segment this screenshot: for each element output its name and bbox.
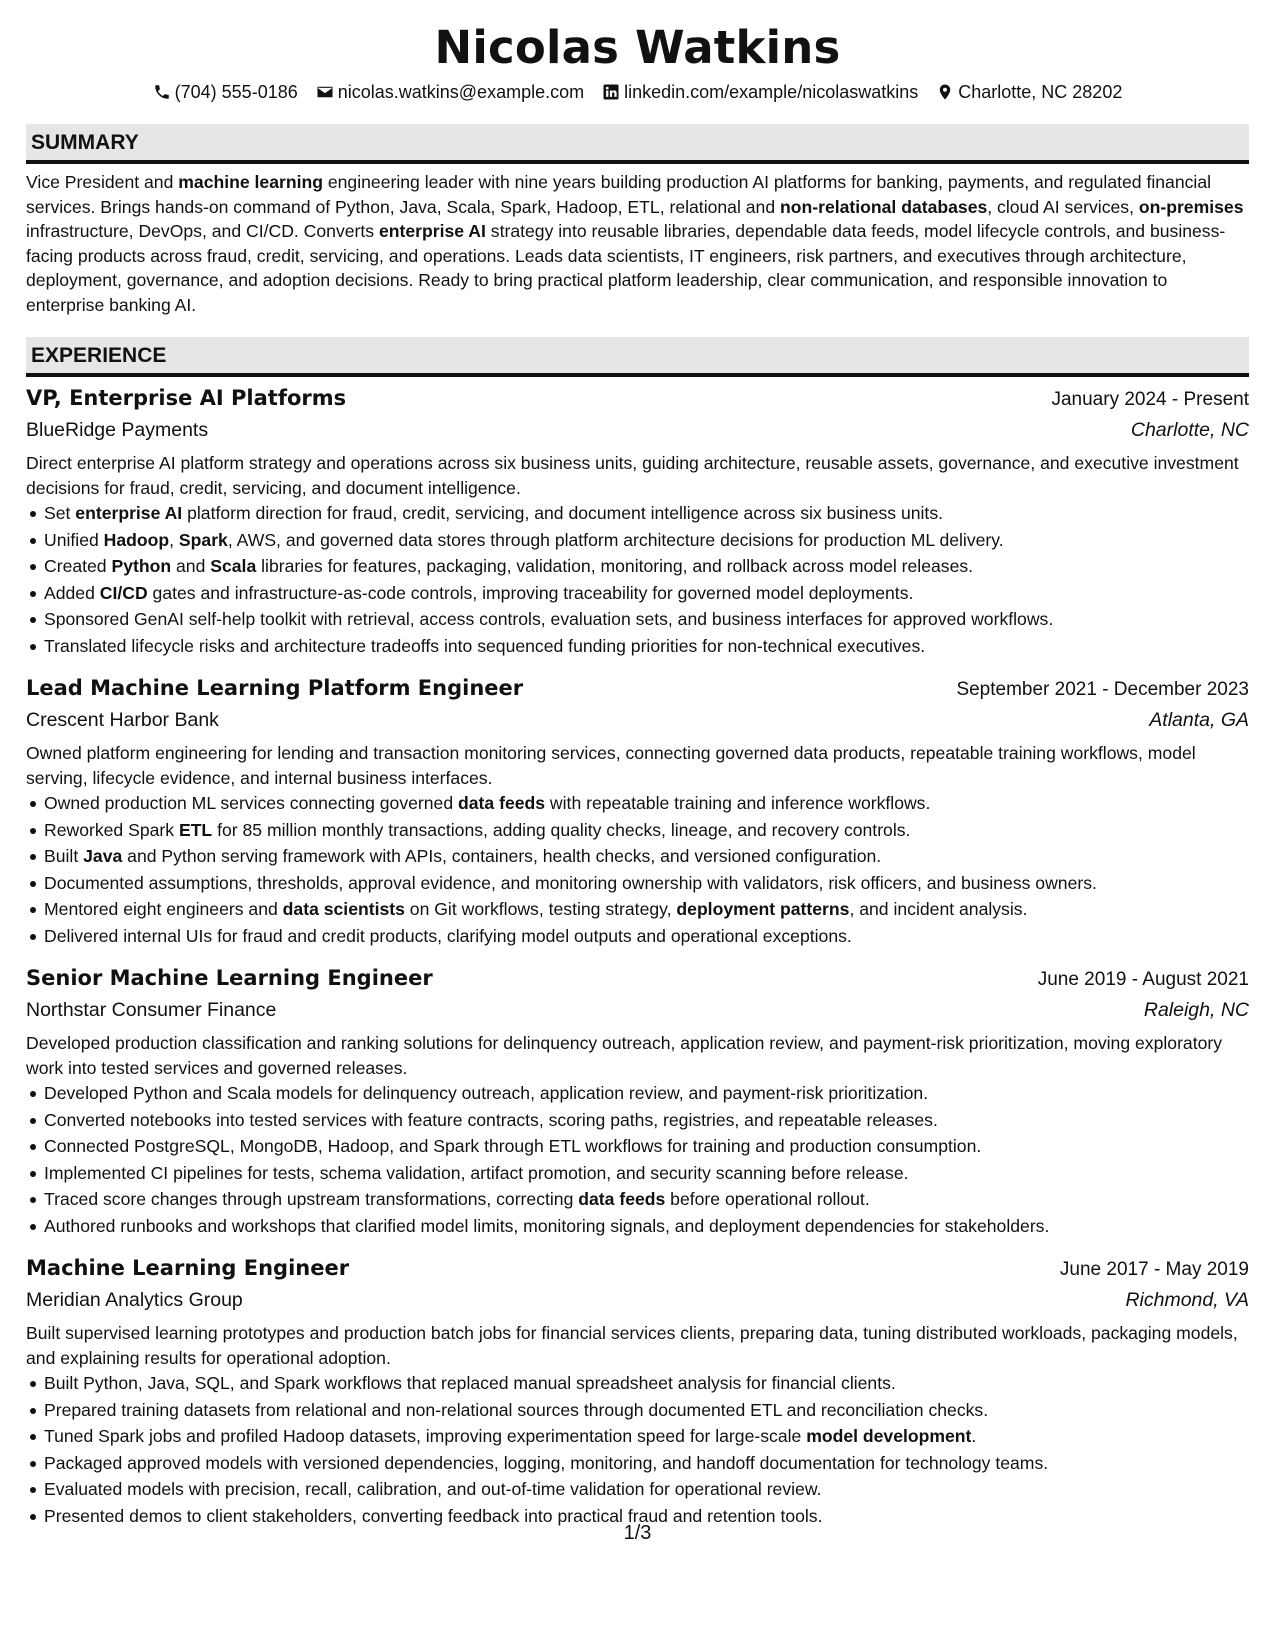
experience-heading: EXPERIENCE [26, 337, 1249, 377]
contact-phone [153, 80, 298, 104]
bullet-item: Added CI/CD gates and infrastructure-as-code controls, improving traceability for governed model deployments. [44, 580, 1249, 607]
phone-number[interactable]: (704) 555-0186 [174, 82, 298, 102]
job-location: Richmond, VA [1125, 1289, 1249, 1311]
job-title: Senior Machine Learning Engineer [26, 966, 433, 990]
job-entry [26, 383, 1249, 659]
linkedin-link[interactable]: linkedin.com/example/nicolaswatkins [624, 82, 919, 102]
bullet-item: Reworked Spark ETL for 85 million monthly transactions, adding quality checks, lineage, and recovery controls. [44, 817, 1249, 844]
job-bullets [26, 1370, 1249, 1529]
company-name: Crescent Harbor Bank [26, 709, 219, 731]
bullet-item: Set enterprise AI platform direction for fraud, credit, servicing, and document intelligence across six business units. [44, 500, 1249, 527]
candidate-name: Nicolas Watkins [434, 21, 841, 74]
job-entry [26, 963, 1249, 1239]
bullet-item: Tuned Spark jobs and profiled Hadoop datasets, improving experimentation speed for large-scale model development. [44, 1423, 1249, 1450]
bullet-item: Documented assumptions, thresholds, approval evidence, and monitoring ownership with validators, risk officers, and business owners. [44, 870, 1249, 897]
bullet-item: Converted notebooks into tested services with feature contracts, scoring paths, registries, and repeatable releases. [44, 1107, 1249, 1134]
contact-location [936, 80, 1122, 104]
location-text: Charlotte, NC 28202 [958, 82, 1123, 102]
job-dates: January 2024 - Present [1051, 389, 1249, 410]
job-title: Lead Machine Learning Platform Engineer [26, 676, 524, 700]
envelope-icon [316, 83, 334, 101]
job-entry [26, 673, 1249, 949]
job-description: Owned platform engineering for lending and transaction monitoring services, connecting governed data products, repeatable training workflows, model serving, lifecycle evidence, and internal business interfaces. [26, 743, 1196, 788]
job-dates: June 2019 - August 2021 [1037, 969, 1249, 990]
bullet-item: Implemented CI pipelines for tests, schema validation, artifact promotion, and security scanning before release. [44, 1160, 1249, 1187]
experience-list [26, 383, 1249, 1529]
job-description: Direct enterprise AI platform strategy and operations across six business units, guiding architecture, reusable assets, governance, and executive investment decisions for fraud, credit, servicing, and document intelligence. [26, 453, 1239, 498]
contact-email [316, 80, 584, 104]
bullet-item: Built Java and Python serving framework with APIs, containers, health checks, and versioned configuration. [44, 843, 1249, 870]
bullet-item: Owned production ML services connecting governed data feeds with repeatable training and inference workflows. [44, 790, 1249, 817]
map-pin-icon [936, 83, 954, 101]
bullet-item: Mentored eight engineers and data scientists on Git workflows, testing strategy, deployment patterns, and incident analysis. [44, 896, 1249, 923]
bullet-item: Sponsored GenAI self-help toolkit with retrieval, access controls, evaluation sets, and business interfaces for approved workflows. [44, 606, 1249, 633]
page-number: 1/3 [623, 1522, 652, 1544]
job-title: VP, Enterprise AI Platforms [26, 386, 347, 410]
bullet-item: Developed Python and Scala models for delinquency outreach, application review, and payment-risk prioritization. [44, 1080, 1249, 1107]
job-description: Developed production classification and ranking solutions for delinquency outreach, application review, and payment-risk prioritization, moving exploratory work into tested services and governed releases. [26, 1033, 1223, 1078]
bullet-item: Authored runbooks and workshops that clarified model limits, monitoring signals, and deployment dependencies for stakeholders. [44, 1213, 1249, 1240]
summary-text: Vice President and machine learning engineering leader with nine years building production AI platforms for banking, payments, and regulated financial services. Brings hands-on command of Python, Java, Scala, Spark, Hadoop, ETL, relational and non-relational databases, cloud AI services, on-premises infrastructure, DevOps, and CI/CD. Converts enterprise AI strategy into reusable libraries, dependable data feeds, model lifecycle controls, and business-facing products across fraud, credit, servicing, and operations. Leads data scientists, IT engineers, risk partners, and executives through architecture, deployment, governance, and adoption decisions. Ready to bring practical platform leadership, clear communication, and responsible innovation to enterprise banking AI. [26, 172, 1244, 315]
resume-page [26, 0, 1249, 1529]
contact-linkedin [602, 80, 918, 104]
linkedin-icon [602, 83, 620, 101]
job-location: Raleigh, NC [1143, 999, 1249, 1021]
job-location: Charlotte, NC [1130, 419, 1249, 441]
bullet-item: Prepared training datasets from relational and non-relational sources through documented ETL and reconciliation checks. [44, 1397, 1249, 1424]
email-link[interactable]: nicolas.watkins@example.com [337, 82, 585, 102]
job-location: Atlanta, GA [1149, 709, 1249, 731]
bullet-item: Unified Hadoop, Spark, AWS, and governed data stores through platform architecture decisions for production ML delivery. [44, 527, 1249, 554]
job-bullets [26, 1080, 1249, 1239]
job-bullets [26, 500, 1249, 659]
company-name: BlueRidge Payments [26, 419, 209, 441]
phone-icon [153, 83, 171, 101]
bullet-item: Built Python, Java, SQL, and Spark workflows that replaced manual spreadsheet analysis for financial clients. [44, 1370, 1249, 1397]
bullet-item: Packaged approved models with versioned dependencies, logging, monitoring, and handoff documentation for technology teams. [44, 1450, 1249, 1477]
job-entry [26, 1253, 1249, 1529]
summary-heading: SUMMARY [26, 124, 1249, 164]
bullet-item: Connected PostgreSQL, MongoDB, Hadoop, and Spark through ETL workflows for training and production consumption. [44, 1133, 1249, 1160]
job-dates: September 2021 - December 2023 [956, 679, 1249, 700]
job-bullets [26, 790, 1249, 949]
job-description: Built supervised learning prototypes and production batch jobs for financial services clients, preparing data, tuning distributed workloads, packaging models, and explaining results for operational adoption. [26, 1323, 1238, 1368]
bullet-item: Presented demos to client stakeholders, converting feedback into practical fraud and retention tools. [44, 1503, 1249, 1530]
job-title: Machine Learning Engineer [26, 1256, 350, 1280]
bullet-item: Evaluated models with precision, recall, calibration, and out-of-time validation for operational review. [44, 1476, 1249, 1503]
company-name: Northstar Consumer Finance [26, 999, 277, 1021]
bullet-item: Delivered internal UIs for fraud and credit products, clarifying model outputs and operational exceptions. [44, 923, 1249, 950]
bullet-item: Traced score changes through upstream transformations, correcting data feeds before operational rollout. [44, 1186, 1249, 1213]
company-name: Meridian Analytics Group [26, 1289, 243, 1311]
job-dates: June 2017 - May 2019 [1059, 1259, 1249, 1280]
bullet-item: Created Python and Scala libraries for features, packaging, validation, monitoring, and rollback across model releases. [44, 553, 1249, 580]
contact-bar [26, 80, 1249, 104]
bullet-item: Translated lifecycle risks and architecture tradeoffs into sequenced funding priorities for non-technical executives. [44, 633, 1249, 660]
